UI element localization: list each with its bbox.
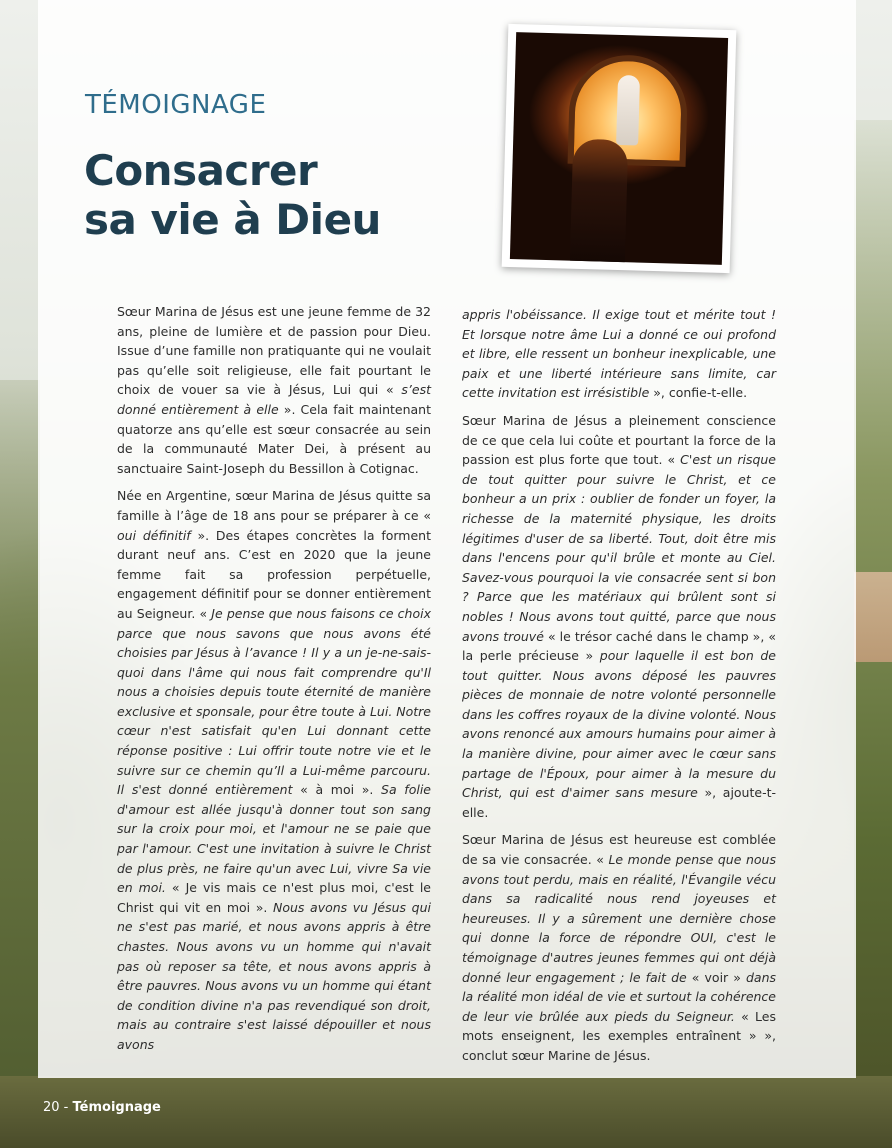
footer-section-name: Témoignage xyxy=(72,1100,161,1115)
praying-figure xyxy=(570,139,628,265)
paragraph: Sœur Marina de Jésus est heureuse est comblée de sa vie consacrée. « Le monde pense que nous avons tout perdu, mais en réalité, l'Évangile vécu dans sa radicalité nous rend joyeuses et heureuses. Il y a sûrement une dernière chose qui donne la force de répondre OUI, c'est le témoignage d'autres jeunes femmes qui ont déjà donné leur engagement ; le fait de « voir » dans la réalité mon idéal de vie et surtout la cohérence de leur vie brûlée aux pieds du Seigneur. « Les mots enseignent, les exemples entraînent » », conclut sœur Marine de Jésus. xyxy=(462,832,776,1063)
background-forest-left xyxy=(0,380,40,1148)
article-column-right xyxy=(462,305,776,1074)
page-number: 20 xyxy=(43,1100,60,1115)
background-house xyxy=(854,572,892,662)
title-line-2: sa vie à Dieu xyxy=(84,195,381,244)
article-title xyxy=(84,146,381,244)
paragraph: appris l'obéissance. Il exige tout et mérite tout ! Et lorsque notre âme Lui a donné ce oui profond et libre, elle ressent un bonheur inexplicable, une paix et une liberté intérieure sans limite, car cette invitation est irrésistible », confie-t-elle. xyxy=(462,307,776,401)
paragraph: Sœur Marina de Jésus est une jeune femme de 32 ans, pleine de lumière et de passion pour Dieu. Issue d’une famille non pratiquante qui ne voulait pas qu’elle soit religieuse, elle fait pourtant le choix de vouer sa vie à Jésus, Lui qui « s’est donné entièrement à elle ». Cela fait maintenant quatorze ans qu’elle est sœur consacrée au sein de la communauté Mater Dei, à présent au sanctuaire Saint-Joseph du Bessillon à Cotignac. xyxy=(117,304,431,476)
article-photo xyxy=(502,24,737,273)
footer-separator: - xyxy=(59,1100,73,1115)
chapel-prayer-image xyxy=(510,32,728,265)
statue xyxy=(616,75,640,146)
title-line-1: Consacrer xyxy=(84,146,318,195)
article-column-left xyxy=(117,302,431,1063)
section-kicker: TÉMOIGNAGE xyxy=(85,90,267,120)
paragraph: Sœur Marina de Jésus a pleinement conscience de ce que cela lui coûte et pourtant la force de la passion est plus forte que tout. « C'est un risque de tout quitter pour suivre le Christ, et ce bonheur a un prix : oublier de fonder un foyer, la richesse de la maternité physique, les droits légitimes d'user de sa liberté. Tout, doit être mis dans l'encens pour qu'il brûle et monte au Ciel. Savez-vous pourquoi la vie consacrée sent si bon ? Parce que les matériaux qui brûlent sont si nobles ! Nous avons tout quitté, parce que nous avons trouvé « le trésor caché dans le champ », « la perle précieuse » pour laquelle il est bon de tout quitter. Nous avons déposé les pauvres pièces de monnaie de notre volonté personnelle dans les coffres royaux de la divine volonté. Nous avons renoncé aux amours humains pour aimer à la manière divine, pour aimer avec le cœur sans partage de l'Époux, pour aimer à la mesure du Christ, qui est d'aimer sans mesure », ajoute-t-elle. xyxy=(462,412,777,820)
page-footer xyxy=(43,1100,161,1115)
paragraph: Née en Argentine, sœur Marina de Jésus quitte sa famille à l’âge de 18 ans pour se préparer à ce « oui définitif ». Des étapes concrètes la forment durant neuf ans. C’est en 2020 que la jeune femme fait sa profession perpétuelle, engagement définitif pour se donner entièrement au Seigneur. « Je pense que nous faisons ce choix parce que nous savons que nous avons été choisies par Jésus à l’avance ! Il y a un je-ne-sais-quoi dans l'âme qui nous fait comprendre qu'Il nous a choisies depuis toute éternité de manière exclusive et sponsale, pour être toute à Lui. Notre cœur n'est satisfait qu'en Lui donnant cette réponse positive : Lui offrir toute notre vie et le suivre sur ce chemin qu’Il a Lui-même parcouru. Il s'est donné entièrement « à moi ». Sa folie d'amour est allée jusqu'à donner tout son sang sur la croix pour moi, et l'amour ne se paie que par l'amour. C'est une invitation à suivre le Christ de plus près, ne faire qu'un avec Lui, vivre Sa vie en moi. « Je vis mais ce n'est plus moi, c'est le Christ qui vit en moi ». Nous avons vu Jésus qui ne s'est pas marié, et nous avons appris à être chastes. Nous avons vu un homme qui n'avait pas où reposer sa tête, et nous avons appris à être pauvres. Nous avons vu un homme qui étant de condition divine n'a pas revendiqué son droit, mais au contraire s'est laissé dépouiller et nous avons xyxy=(117,488,431,1052)
